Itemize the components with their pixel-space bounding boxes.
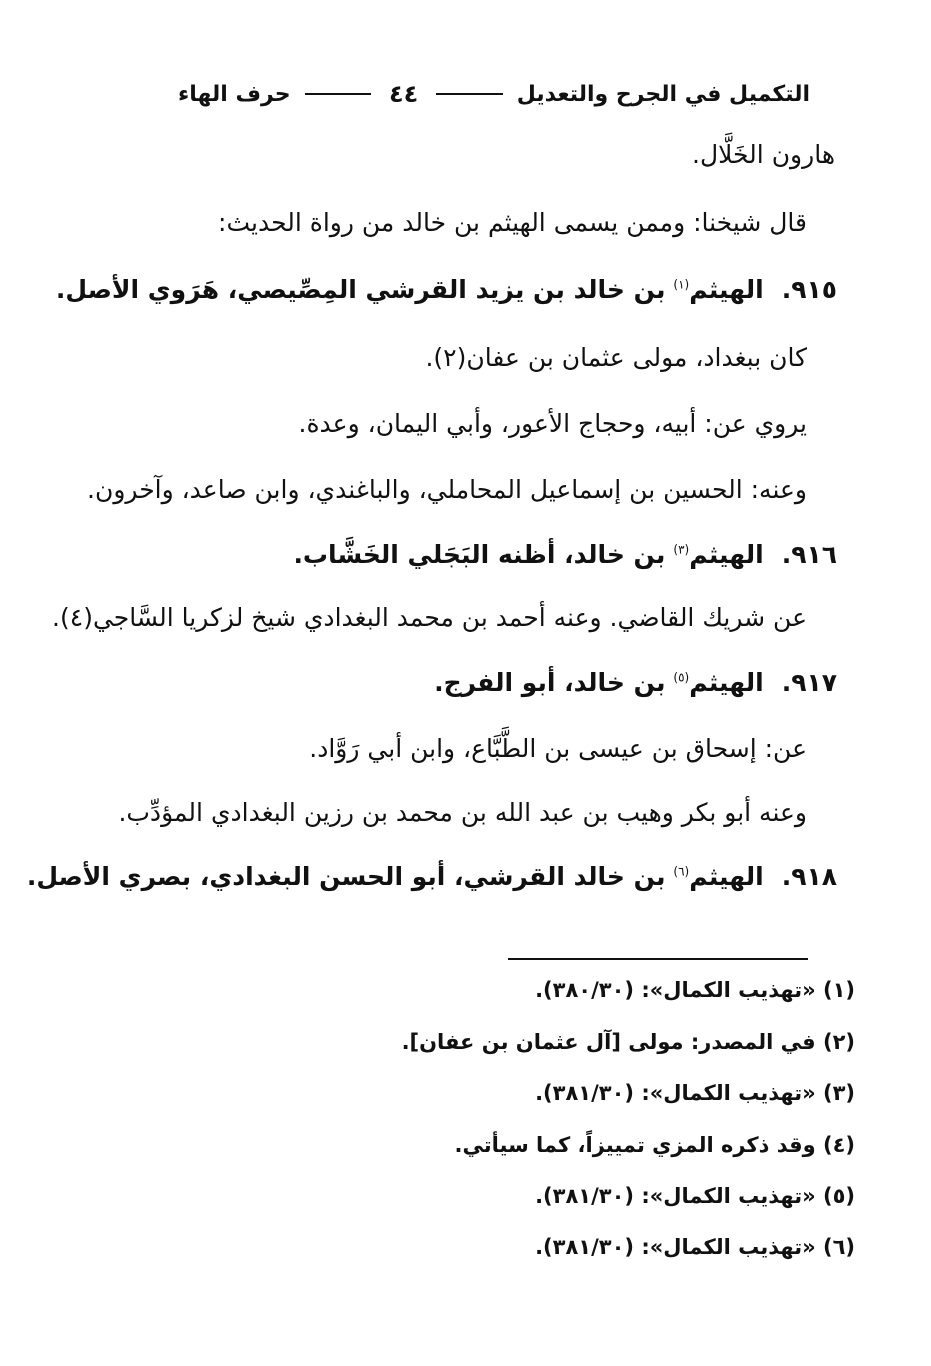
entry-line: كان ببغداد، مولى عثمان بن عفان(٢).	[425, 343, 807, 372]
footnote: (١) «تهذيب الكمال»: (٣٨٠/٣٠).	[535, 978, 855, 1002]
section-title: حرف الهاء	[178, 81, 291, 107]
entry-name: الهيثم	[689, 862, 764, 891]
entry-number: ٩١٦.	[781, 540, 837, 569]
entry-name: الهيثم	[689, 668, 764, 697]
entry-rest: بن خالد، أبو الفرج.	[434, 668, 666, 697]
entry-line: وعنه: الحسين بن إسماعيل المحاملي، والباغندي، وابن صاعد، وآخرون.	[87, 475, 807, 504]
entry-number: ٩١٨.	[781, 862, 837, 891]
footnote-mark: (٥)	[673, 670, 690, 685]
entry-heading	[293, 540, 837, 569]
footnote: (٥) «تهذيب الكمال»: (٣٨١/٣٠).	[535, 1184, 855, 1208]
running-head	[178, 74, 810, 114]
entry-number: ٩١٥.	[781, 275, 837, 304]
entry-heading	[56, 275, 837, 304]
intro-line: قال شيخنا: وممن يسمى الهيثم بن خالد من رواة الحديث:	[218, 208, 807, 237]
footnote-mark: (٦)	[673, 864, 690, 879]
footnote: (٢) في المصدر: مولى [آل عثمان بن عفان].	[401, 1030, 855, 1054]
continuation-line: هارون الخَلَّال.	[692, 140, 835, 169]
footnote-mark: (١)	[673, 277, 690, 292]
entry-line: يروي عن: أبيه، وحجاج الأعور، وأبي اليمان، وعدة.	[298, 409, 807, 438]
page-number: ٤٤	[389, 80, 419, 108]
footnote-mark: (٣)	[673, 542, 690, 557]
entry-number: ٩١٧.	[781, 668, 837, 697]
footnote: (٦) «تهذيب الكمال»: (٣٨١/٣٠).	[535, 1235, 855, 1259]
entry-heading	[27, 862, 837, 891]
footnote: (٣) «تهذيب الكمال»: (٣٨١/٣٠).	[535, 1081, 855, 1105]
footnote-separator	[508, 958, 808, 960]
entry-heading	[434, 668, 837, 697]
book-title: التكميل في الجرح والتعديل	[516, 81, 810, 107]
entry-line: عن: إسحاق بن عيسى بن الطَّبَّاع، وابن أبي رَوَّاد.	[309, 734, 807, 763]
entry-rest: بن خالد القرشي، أبو الحسن البغدادي، بصري الأصل.	[26, 862, 666, 891]
header-rule-left	[305, 93, 371, 95]
entry-name: الهيثم	[689, 275, 764, 304]
entry-name: الهيثم	[689, 540, 764, 569]
header-rule-right	[436, 93, 502, 95]
entry-line: وعنه أبو بكر وهيب بن عبد الله بن محمد بن رزين البغدادي المؤدِّب.	[118, 798, 807, 827]
entry-rest: بن خالد بن يزيد القرشي المِصِّيصي، هَرَوي الأصل.	[55, 275, 666, 304]
entry-rest: بن خالد، أظنه البَجَلي الخَشَّاب.	[293, 540, 666, 569]
entry-line: عن شريك القاضي. وعنه أحمد بن محمد البغدادي شيخ لزكريا السَّاجي(٤).	[52, 603, 807, 632]
footnote: (٤) وقد ذكره المزي تمييزاً، كما سيأتي.	[454, 1133, 855, 1157]
